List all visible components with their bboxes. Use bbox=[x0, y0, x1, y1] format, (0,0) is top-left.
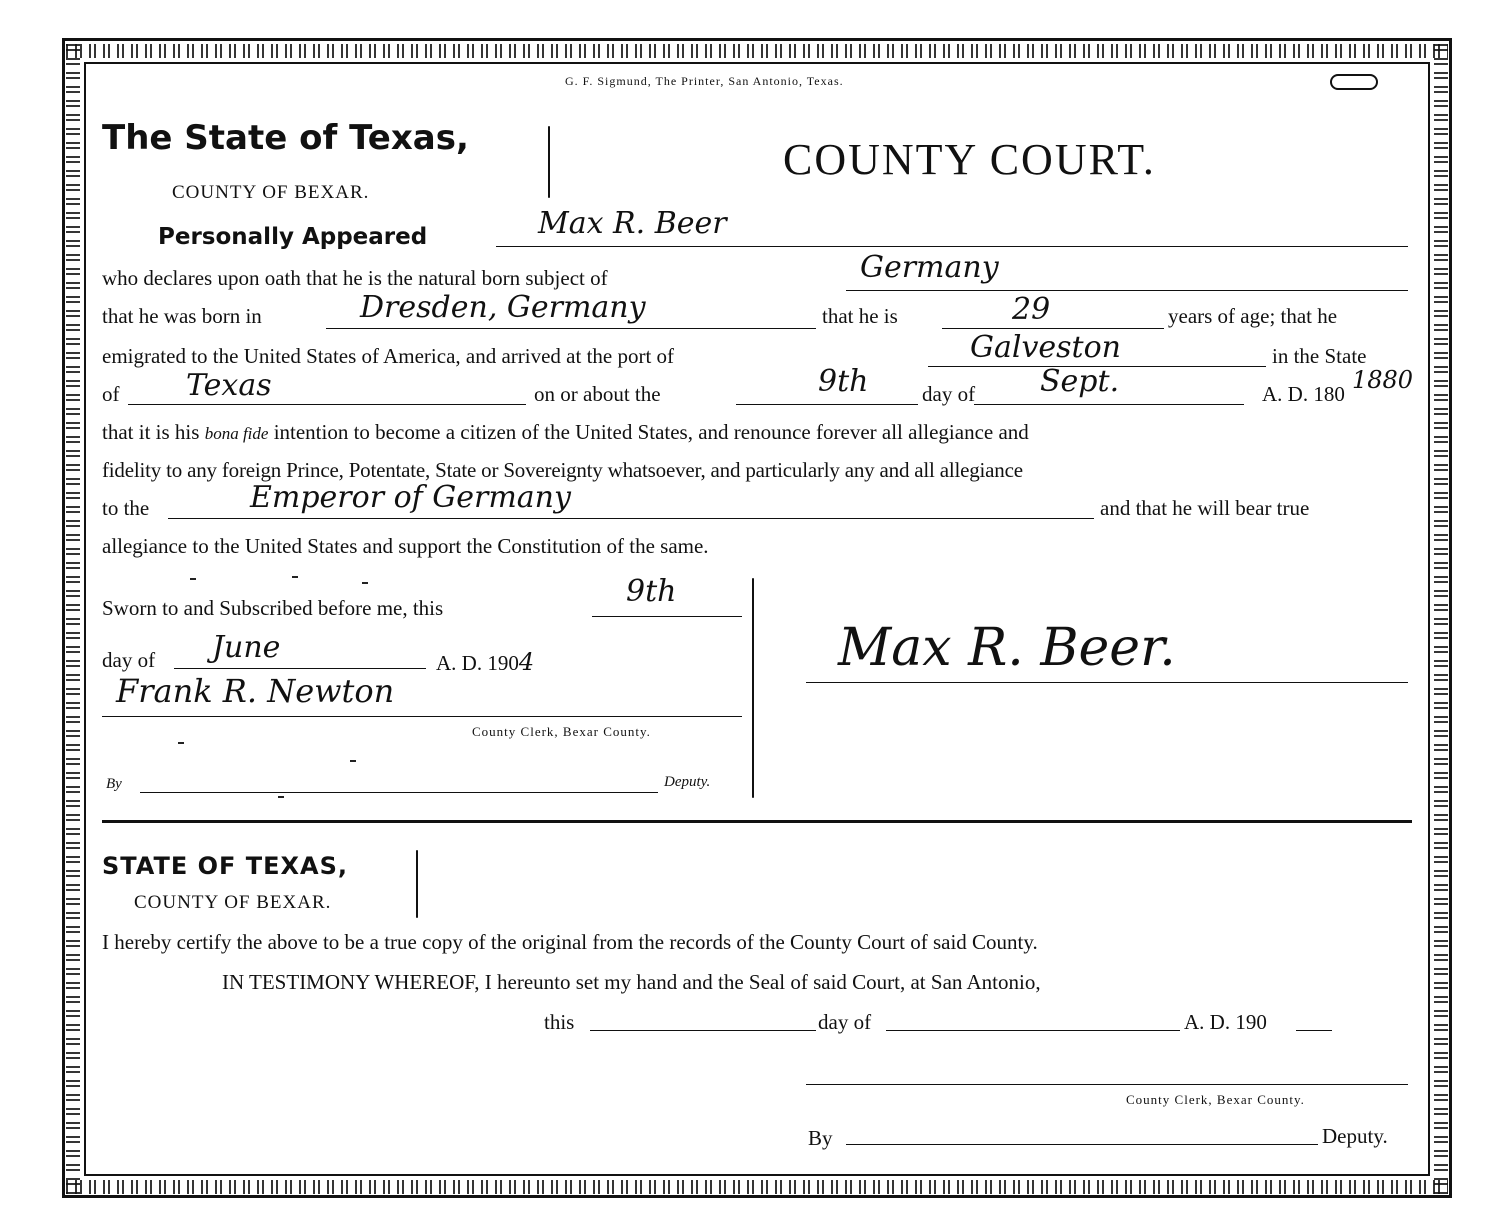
cert-clerk-signature-line bbox=[806, 1084, 1408, 1085]
cert-year-line bbox=[1296, 1030, 1332, 1031]
printer-credit: G. F. Sigmund, The Printer, San Antonio, Texas. bbox=[565, 74, 844, 88]
anno-domini-text: A. D. 180 bbox=[1262, 382, 1345, 406]
subject-of-value: Germany bbox=[860, 250, 999, 285]
sworn-text: Sworn to and Subscribed before me, this bbox=[102, 596, 444, 620]
header-brace bbox=[548, 126, 550, 198]
clerk-signature: Frank R. Newton bbox=[116, 672, 395, 710]
month-field-line bbox=[974, 404, 1244, 405]
applicant-signature: Max R. Beer. bbox=[838, 618, 1176, 678]
seal-mark-2 bbox=[292, 576, 298, 578]
sworn-ad-prefix: A. D. 190 bbox=[436, 651, 519, 675]
sworn-day-field-line bbox=[592, 616, 742, 617]
cert-this-text: this bbox=[544, 1010, 575, 1034]
state-value: Texas bbox=[186, 368, 272, 403]
sworn-day-value: 9th bbox=[626, 574, 677, 609]
cert-deputy-label: Deputy. bbox=[1322, 1124, 1388, 1148]
cert-by-label: By bbox=[808, 1126, 833, 1150]
in-the-state-text: in the State bbox=[1272, 344, 1367, 368]
seal-mark-4 bbox=[178, 742, 184, 744]
allegiance-text: allegiance to the United States and support the Constitution of the same. bbox=[102, 534, 709, 558]
fret-border-top bbox=[66, 44, 1448, 58]
bear-true-text: and that he will bear true bbox=[1100, 496, 1310, 520]
port-value: Galveston bbox=[970, 330, 1121, 365]
day-of-text: day of bbox=[922, 382, 976, 406]
born-in-field-line bbox=[326, 328, 816, 329]
seal-mark-3 bbox=[362, 582, 368, 584]
sworn-year-digit: 4 bbox=[518, 648, 535, 676]
to-the-text: to the bbox=[102, 496, 150, 520]
subject-of-text: who declares upon oath that he is the natural born subject of bbox=[102, 266, 608, 290]
intention-prefix: that it is his bbox=[102, 420, 200, 444]
seal-mark-6 bbox=[278, 796, 284, 798]
sworn-month-value: June bbox=[212, 630, 281, 665]
state-field-line bbox=[128, 404, 526, 405]
born-in-value: Dresden, Germany bbox=[360, 290, 646, 325]
sworn-month-field-line bbox=[174, 668, 426, 669]
sworn-deputy-line bbox=[140, 792, 658, 793]
applicant-signature-line bbox=[806, 682, 1408, 683]
years-of-age-text: years of age; that he bbox=[1168, 304, 1338, 328]
sovereign-field-line bbox=[168, 518, 1094, 519]
cert-testimony-text: IN TESTIMONY WHEREOF, I hereunto set my hand and the Seal of said Court, at San Antonio, bbox=[222, 970, 1041, 994]
born-in-text: that he was born in bbox=[102, 304, 262, 328]
county-of-bexar: COUNTY OF BEXAR. bbox=[172, 182, 370, 203]
arrival-year-value: 1880 bbox=[1352, 366, 1414, 394]
fidelity-text: fidelity to any foreign Prince, Potentate, State or Sovereignty whatsoever, and particularly any and all allegiance bbox=[102, 458, 1023, 482]
sworn-by-label: By bbox=[106, 776, 122, 792]
sworn-ad-text bbox=[436, 648, 534, 676]
name-field-line bbox=[496, 246, 1408, 247]
on-or-about-text: on or about the bbox=[534, 382, 661, 406]
printer-ornament-icon bbox=[1330, 74, 1378, 90]
day-field-line bbox=[736, 404, 918, 405]
arrival-month-value: Sept. bbox=[1040, 364, 1120, 399]
intention-text-start bbox=[102, 420, 1029, 445]
fret-border-bottom bbox=[66, 1180, 1448, 1194]
intention-rest: intention to become a citizen of the United States, and renounce forever all allegiance and bbox=[273, 420, 1029, 444]
clerk-signature-line bbox=[102, 716, 742, 717]
sworn-clerk-title: County Clerk, Bexar County. bbox=[472, 724, 651, 739]
cert-state-title: STATE OF TEXAS, bbox=[102, 852, 349, 880]
age-value: 29 bbox=[1012, 292, 1051, 327]
arrival-day-value: 9th bbox=[818, 364, 869, 399]
county-court-title: COUNTY COURT. bbox=[783, 135, 1156, 184]
state-title: The State of Texas, bbox=[102, 118, 469, 158]
cert-month-line bbox=[886, 1030, 1180, 1031]
applicant-name: Max R. Beer bbox=[538, 206, 727, 241]
sworn-brace bbox=[752, 578, 754, 798]
cert-county: COUNTY OF BEXAR. bbox=[134, 892, 332, 913]
sovereign-value: Emperor of Germany bbox=[250, 480, 571, 515]
cert-day-of-text: day of bbox=[818, 1010, 872, 1034]
sworn-day-of-text: day of bbox=[102, 648, 156, 672]
bona-fide-italic: bona fide bbox=[204, 424, 269, 443]
fret-border-left bbox=[66, 44, 80, 1194]
subject-field-line bbox=[846, 290, 1408, 291]
cert-brace bbox=[416, 850, 418, 918]
of-text: of bbox=[102, 382, 120, 406]
personally-appeared-label: Personally Appeared bbox=[158, 224, 428, 250]
cert-clerk-title: County Clerk, Bexar County. bbox=[1126, 1092, 1305, 1107]
age-text: that he is bbox=[822, 304, 898, 328]
cert-ad-text: A. D. 190 bbox=[1184, 1010, 1267, 1034]
emigrated-text: emigrated to the United States of America, and arrived at the port of bbox=[102, 344, 675, 368]
cert-certify-text: I hereby certify the above to be a true copy of the original from the records of the County Court of said County. bbox=[102, 930, 1038, 954]
cert-day-line bbox=[590, 1030, 816, 1031]
seal-mark-1 bbox=[190, 578, 196, 580]
cert-deputy-line bbox=[846, 1144, 1318, 1145]
section-divider bbox=[102, 820, 1412, 823]
sworn-deputy-label: Deputy. bbox=[664, 774, 711, 790]
fret-border-right bbox=[1434, 44, 1448, 1194]
seal-mark-5 bbox=[350, 760, 356, 762]
age-field-line bbox=[942, 328, 1164, 329]
